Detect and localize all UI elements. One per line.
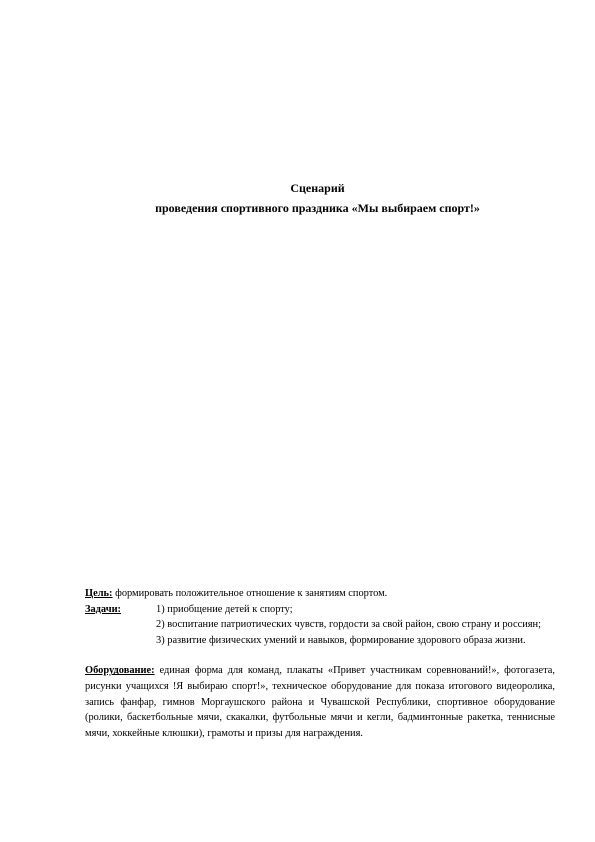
task-item-2: 2) воспитание патриотических чувств, гордости за свой район, свою страну и россиян; — [156, 619, 542, 631]
equipment-paragraph — [85, 663, 555, 741]
goal-label: Цель: — [85, 588, 113, 599]
equipment-text: единая форма для команд, плакаты «Привет участникам соревнований!», фотогазета, рисунки учащихся !Я выбираю спорт!», техническое оборудование для показа итогового видеоролика, запись фанфар, гимнов Моргаушского района и Чувашской Республики, спортивное оборудование (ролики, баскетбольные мячи, скакалки, футбольные мячи и кегли, бадминтонные ракетка, теннисные мячи, хоккейные клюшки), грамоты и призы для награждения. — [85, 665, 555, 739]
document-body — [85, 586, 555, 741]
tasks-label: Задачи: — [85, 603, 122, 615]
task-item-1: 1) приобщение детей к спорту; — [156, 603, 293, 615]
document-title — [0, 178, 595, 218]
goal-paragraph — [85, 586, 555, 602]
task-row-1 — [85, 602, 555, 618]
tasks-section — [85, 602, 555, 649]
title-line-1: Сценарий — [290, 181, 345, 195]
task-item-3: 3) развитие физических умений и навыков, формирование здорового образа жизни. — [156, 634, 526, 646]
goal-text: формировать положительное отношение к занятиям спортом. — [112, 588, 388, 599]
title-line-2: проведения спортивного праздника «Мы выбираем спорт!» — [155, 201, 480, 215]
equipment-label: Оборудование: — [85, 665, 155, 677]
